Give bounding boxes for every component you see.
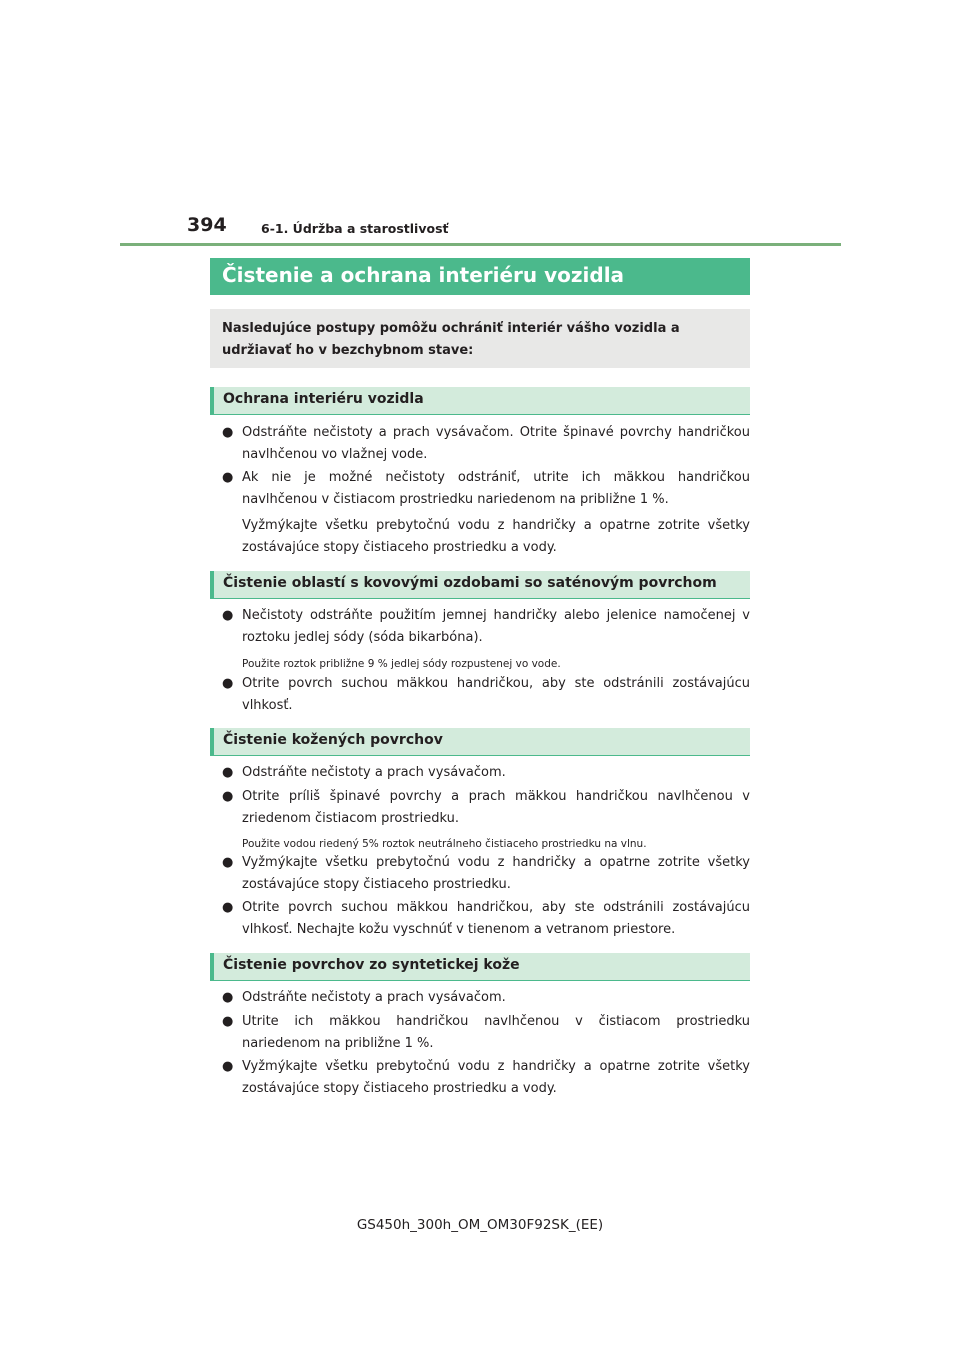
bullet-icon: ● bbox=[222, 900, 234, 915]
section-title-bar bbox=[210, 258, 750, 295]
list-item bbox=[222, 605, 750, 649]
list-item-text: Odstráňte nečistoty a prach vysávačom. bbox=[242, 765, 506, 780]
bullet-icon: ● bbox=[222, 425, 234, 440]
bullet-icon: ● bbox=[222, 470, 234, 485]
list-item-text: Ak nie je možné nečistoty odstrániť, utrite ich mäkkou handričkou navlhčenou v čistiacom prostriedku nariedenom na približne 1 %. bbox=[242, 470, 750, 507]
continuation-text: Vyžmýkajte všetku prebytočnú vodu z handričky a opatrne zotrite všetky zostávajúce stopy čistiaceho prostriedku a vody. bbox=[242, 518, 750, 555]
list-item bbox=[222, 673, 750, 717]
list-item bbox=[222, 786, 750, 830]
subheading-label: Ochrana interiéru vozidla bbox=[223, 391, 424, 407]
intro-text: Nasledujúce postupy pomôžu ochrániť interiér vášho vozidla a udržiavať ho v bezchybnom stave: bbox=[222, 321, 680, 358]
list-item-text: Otrite povrch suchou mäkkou handričkou, aby ste odstránili zostávajúcu vlhkosť. Nechajte kožu vyschnúť v tienenom a vetranom priestore. bbox=[242, 900, 750, 937]
page-number: 394 bbox=[187, 214, 227, 236]
list-item-text: Odstráňte nečistoty a prach vysávačom. bbox=[242, 990, 506, 1005]
list-item bbox=[222, 1011, 750, 1055]
list-item bbox=[222, 762, 750, 784]
list-item-text: Vyžmýkajte všetku prebytočnú vodu z handričky a opatrne zotrite všetky zostávajúce stopy čistiaceho prostriedku a vody. bbox=[242, 1059, 750, 1096]
list-item-text: Utrite ich mäkkou handričkou navlhčenou v čistiacom prostriedku nariedenom na približne 1 %. bbox=[242, 1014, 750, 1051]
subheading-label: Čistenie povrchov zo syntetickej kože bbox=[223, 957, 520, 973]
list-item-text: Odstráňte nečistoty a prach vysávačom. Otrite špinavé povrchy handričkou navlhčenou vo vlažnej vode. bbox=[242, 425, 750, 462]
intro-box bbox=[210, 309, 750, 368]
subheading-interior-protection bbox=[210, 387, 750, 415]
bullet-icon: ● bbox=[222, 789, 234, 804]
bullet-icon: ● bbox=[222, 1059, 234, 1074]
subheading-satin-metal bbox=[210, 571, 750, 599]
bullet-icon: ● bbox=[222, 1014, 234, 1029]
list-item-text: Otrite príliš špinavé povrchy a prach mäkkou handričkou navlhčenou v zriedenom čistiacom prostriedku. bbox=[242, 789, 750, 826]
subheading-label: Čistenie kožených povrchov bbox=[223, 732, 443, 748]
footer-document-code: GS450h_300h_OM_OM30F92SK_(EE) bbox=[356, 1217, 604, 1233]
page-title: Čistenie a ochrana interiéru vozidla bbox=[222, 263, 625, 287]
note-text: Použite roztok približne 9 % jedlej sódy rozpustenej vo vode. bbox=[242, 658, 561, 670]
bullet-icon: ● bbox=[222, 990, 234, 1005]
list-item bbox=[222, 422, 750, 466]
bullet-icon: ● bbox=[222, 676, 234, 691]
list-item-text: Nečistoty odstráňte použitím jemnej handričky alebo jelenice namočenej v roztoku jedlej sódy (sóda bikarbóna). bbox=[242, 608, 750, 645]
list-item bbox=[222, 852, 750, 896]
subheading-leather bbox=[210, 728, 750, 756]
bullet-icon: ● bbox=[222, 855, 234, 870]
list-item bbox=[222, 1056, 750, 1100]
note-text: Použite vodou riedený 5% roztok neutrálneho čistiaceho prostriedku na vlnu. bbox=[242, 838, 647, 850]
bullet-icon: ● bbox=[222, 765, 234, 780]
chapter-label: 6-1. Údržba a starostlivosť bbox=[261, 221, 449, 236]
subheading-synthetic-leather bbox=[210, 953, 750, 981]
list-item bbox=[222, 467, 750, 511]
subheading-label: Čistenie oblastí s kovovými ozdobami so saténovým povrchom bbox=[223, 575, 717, 591]
list-item-text: Otrite povrch suchou mäkkou handričkou, aby ste odstránili zostávajúcu vlhkosť. bbox=[242, 676, 750, 713]
bullet-icon: ● bbox=[222, 608, 234, 623]
list-item bbox=[222, 987, 750, 1009]
header-rule bbox=[120, 243, 841, 246]
list-item bbox=[222, 897, 750, 941]
list-item-text: Vyžmýkajte všetku prebytočnú vodu z handričky a opatrne zotrite všetky zostávajúce stopy čistiaceho prostriedku. bbox=[242, 855, 750, 892]
